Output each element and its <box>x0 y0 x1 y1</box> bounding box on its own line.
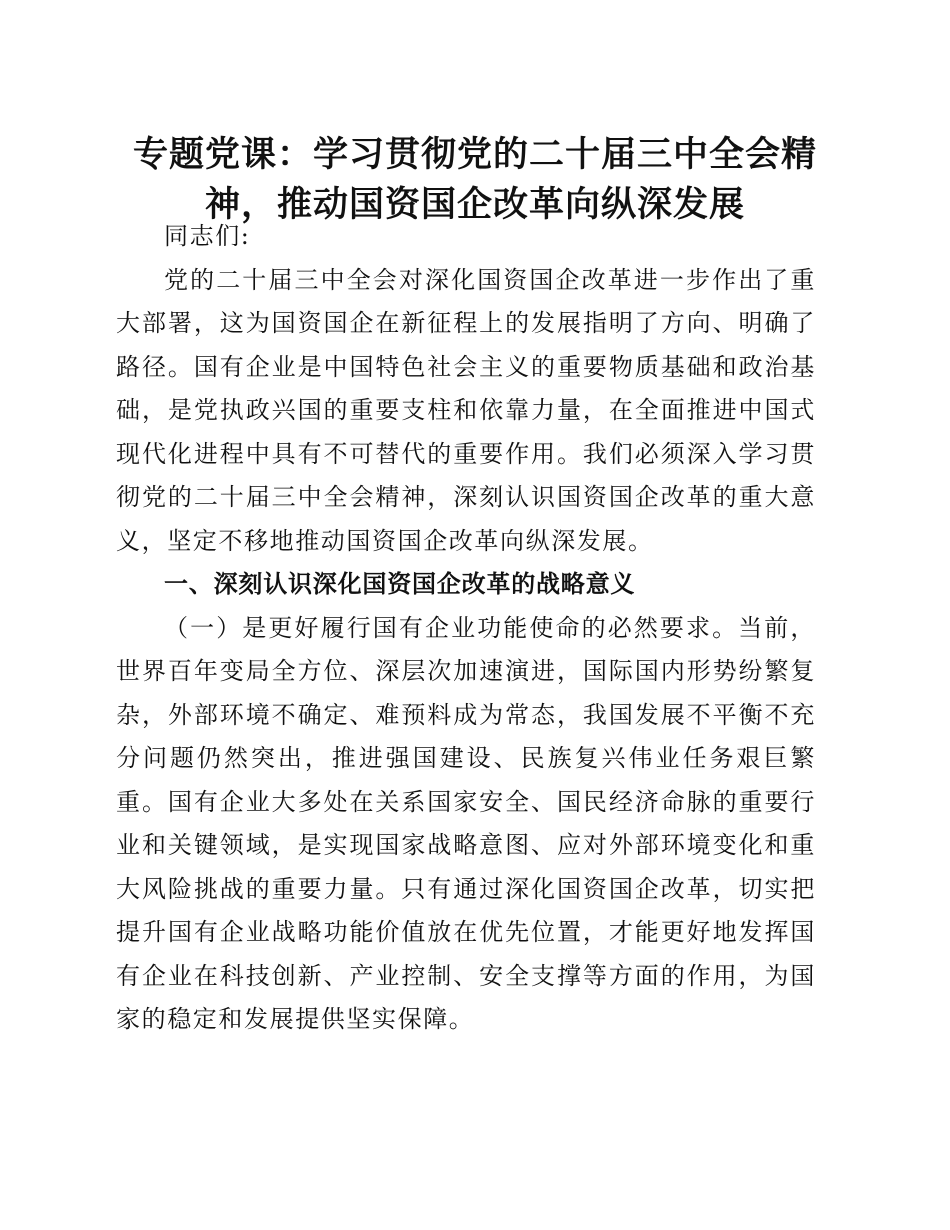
title-line-2: 神，推动国资国企改革向纵深发展 <box>204 184 745 225</box>
section-heading: 一、深刻认识深化国资国企改革的战略意义 <box>164 570 636 598</box>
title-line-1: 专题党课：学习贯彻党的二十届三中全会精 <box>132 134 817 175</box>
intro-paragraph: 党的二十届三中全会对深化国资国企改革进一步作出了重大部署，这为国资国企在新征程上的发展指明了方向、明确了路径。国有企业是中国特色社会主义的重要物质基础和政治基础，是党执政兴国的重要支柱和依靠力量，在全面推进中国式现代化进程中具有不可替代的重要作用。我们必须深入学习贯彻党的二十届三中全会精神，深刻认识国资国企改革的重大意义，坚定不移地推动国资国企改革向纵深发展。 <box>116 265 816 555</box>
salutation: 同志们: <box>164 222 251 250</box>
document-body <box>116 215 816 1042</box>
section-paragraph: （一）是更好履行国有企业功能使命的必然要求。当前，世界百年变局全方位、深层次加速演进，国际国内形势纷繁复杂，外部环境不确定、难预料成为常态，我国发展不平衡不充分问题仍然突出，推进强国建设、民族复兴伟业任务艰巨繁重。国有企业大多处在关系国家安全、国民经济命脉的重要行业和关键领域，是实现国家战略意图、应对外部环境变化和重大风险挑战的重要力量。只有通过深化国资国企改革，切实把提升国有企业战略功能价值放在优先位置，才能更好地发挥国有企业在科技创新、产业控制、安全支撑等方面的作用，为国家的稳定和发展提供坚实保障。 <box>116 613 816 1033</box>
